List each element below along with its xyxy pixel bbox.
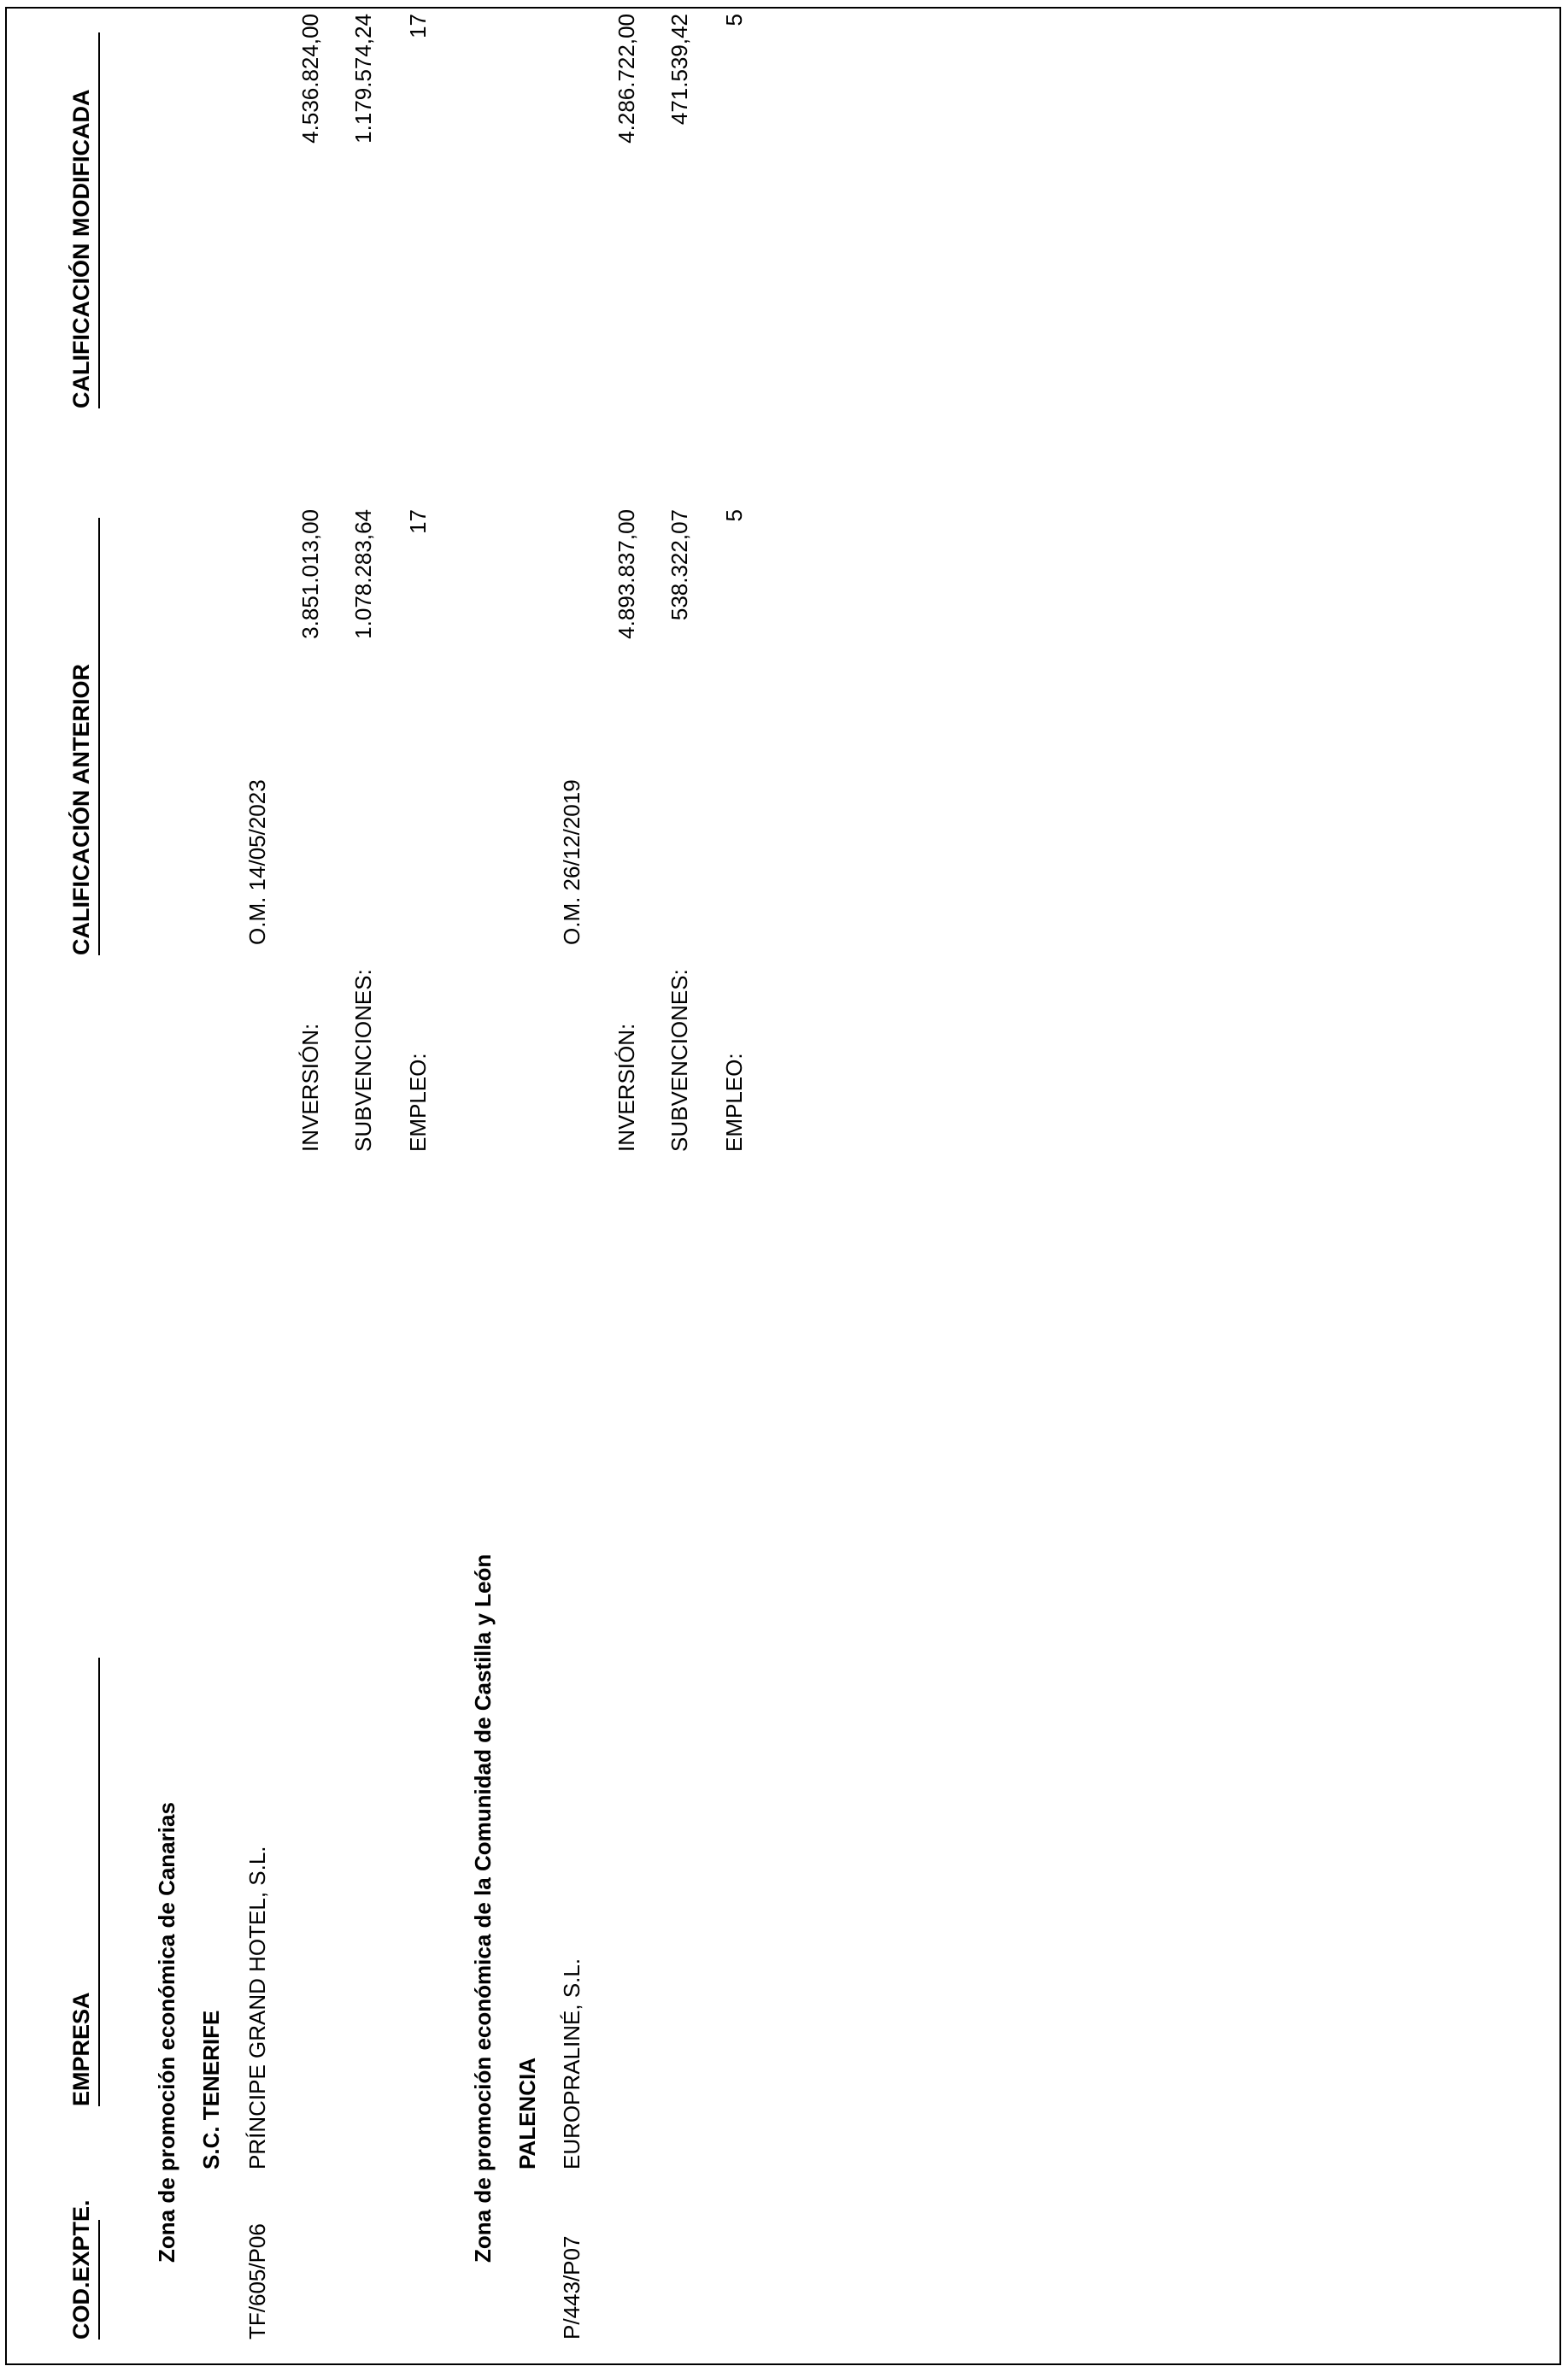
row-label-subvenciones: SUBVENCIONES:: [350, 969, 376, 1152]
expediente-code: TF/605/P06: [244, 2223, 270, 2340]
order-date: O.M. 14/05/2023: [244, 779, 270, 945]
company-name: PRÍNCIPE GRAND HOTEL, S.L.: [244, 1846, 270, 2169]
header-empresa: EMPRESA: [70, 1658, 100, 2106]
row-label-subvenciones: SUBVENCIONES:: [667, 969, 692, 1152]
header-cod-expte: COD.EXPTE.: [70, 2220, 100, 2340]
modificada-empleo: 17: [405, 14, 431, 38]
modificada-empleo: 5: [721, 14, 747, 26]
row-label-empleo: EMPLEO:: [405, 1053, 431, 1152]
expediente-code: P/443/P07: [559, 2235, 584, 2340]
anterior-subvenciones: 538.322,07: [667, 509, 692, 621]
zone-title: Zona de promoción económica de Canarias: [154, 1802, 179, 2263]
modificada-subvenciones: 471.539,42: [667, 14, 692, 126]
header-calificacion-modificada: CALIFICACIÓN MODIFICADA: [70, 32, 100, 408]
anterior-inversion: 3.851.013,00: [297, 509, 323, 639]
zone-title: Zona de promoción económica de la Comunidad de Castilla y León: [470, 1553, 496, 2263]
row-label-inversion: INVERSIÓN:: [297, 1023, 323, 1152]
company-name: EUROPRALINÉ, S.L.: [559, 1958, 584, 2169]
anterior-subvenciones: 1.078.283,64: [350, 509, 376, 639]
modificada-subvenciones: 1.179.574,24: [350, 14, 376, 144]
anterior-empleo: 17: [405, 509, 431, 534]
province-name: PALENCIA: [514, 2058, 540, 2169]
anterior-empleo: 5: [721, 509, 747, 522]
order-date: O.M. 26/12/2019: [559, 779, 584, 945]
modificada-inversion: 4.536.824,00: [297, 14, 323, 144]
province-name: S.C. TENERIFE: [198, 2010, 224, 2169]
anterior-inversion: 4.893.837,00: [614, 509, 639, 639]
header-calificacion-anterior: CALIFICACIÓN ANTERIOR: [70, 518, 100, 955]
row-label-empleo: EMPLEO:: [721, 1053, 747, 1152]
modificada-inversion: 4.286.722,00: [614, 14, 639, 144]
row-label-inversion: INVERSIÓN:: [614, 1023, 639, 1152]
